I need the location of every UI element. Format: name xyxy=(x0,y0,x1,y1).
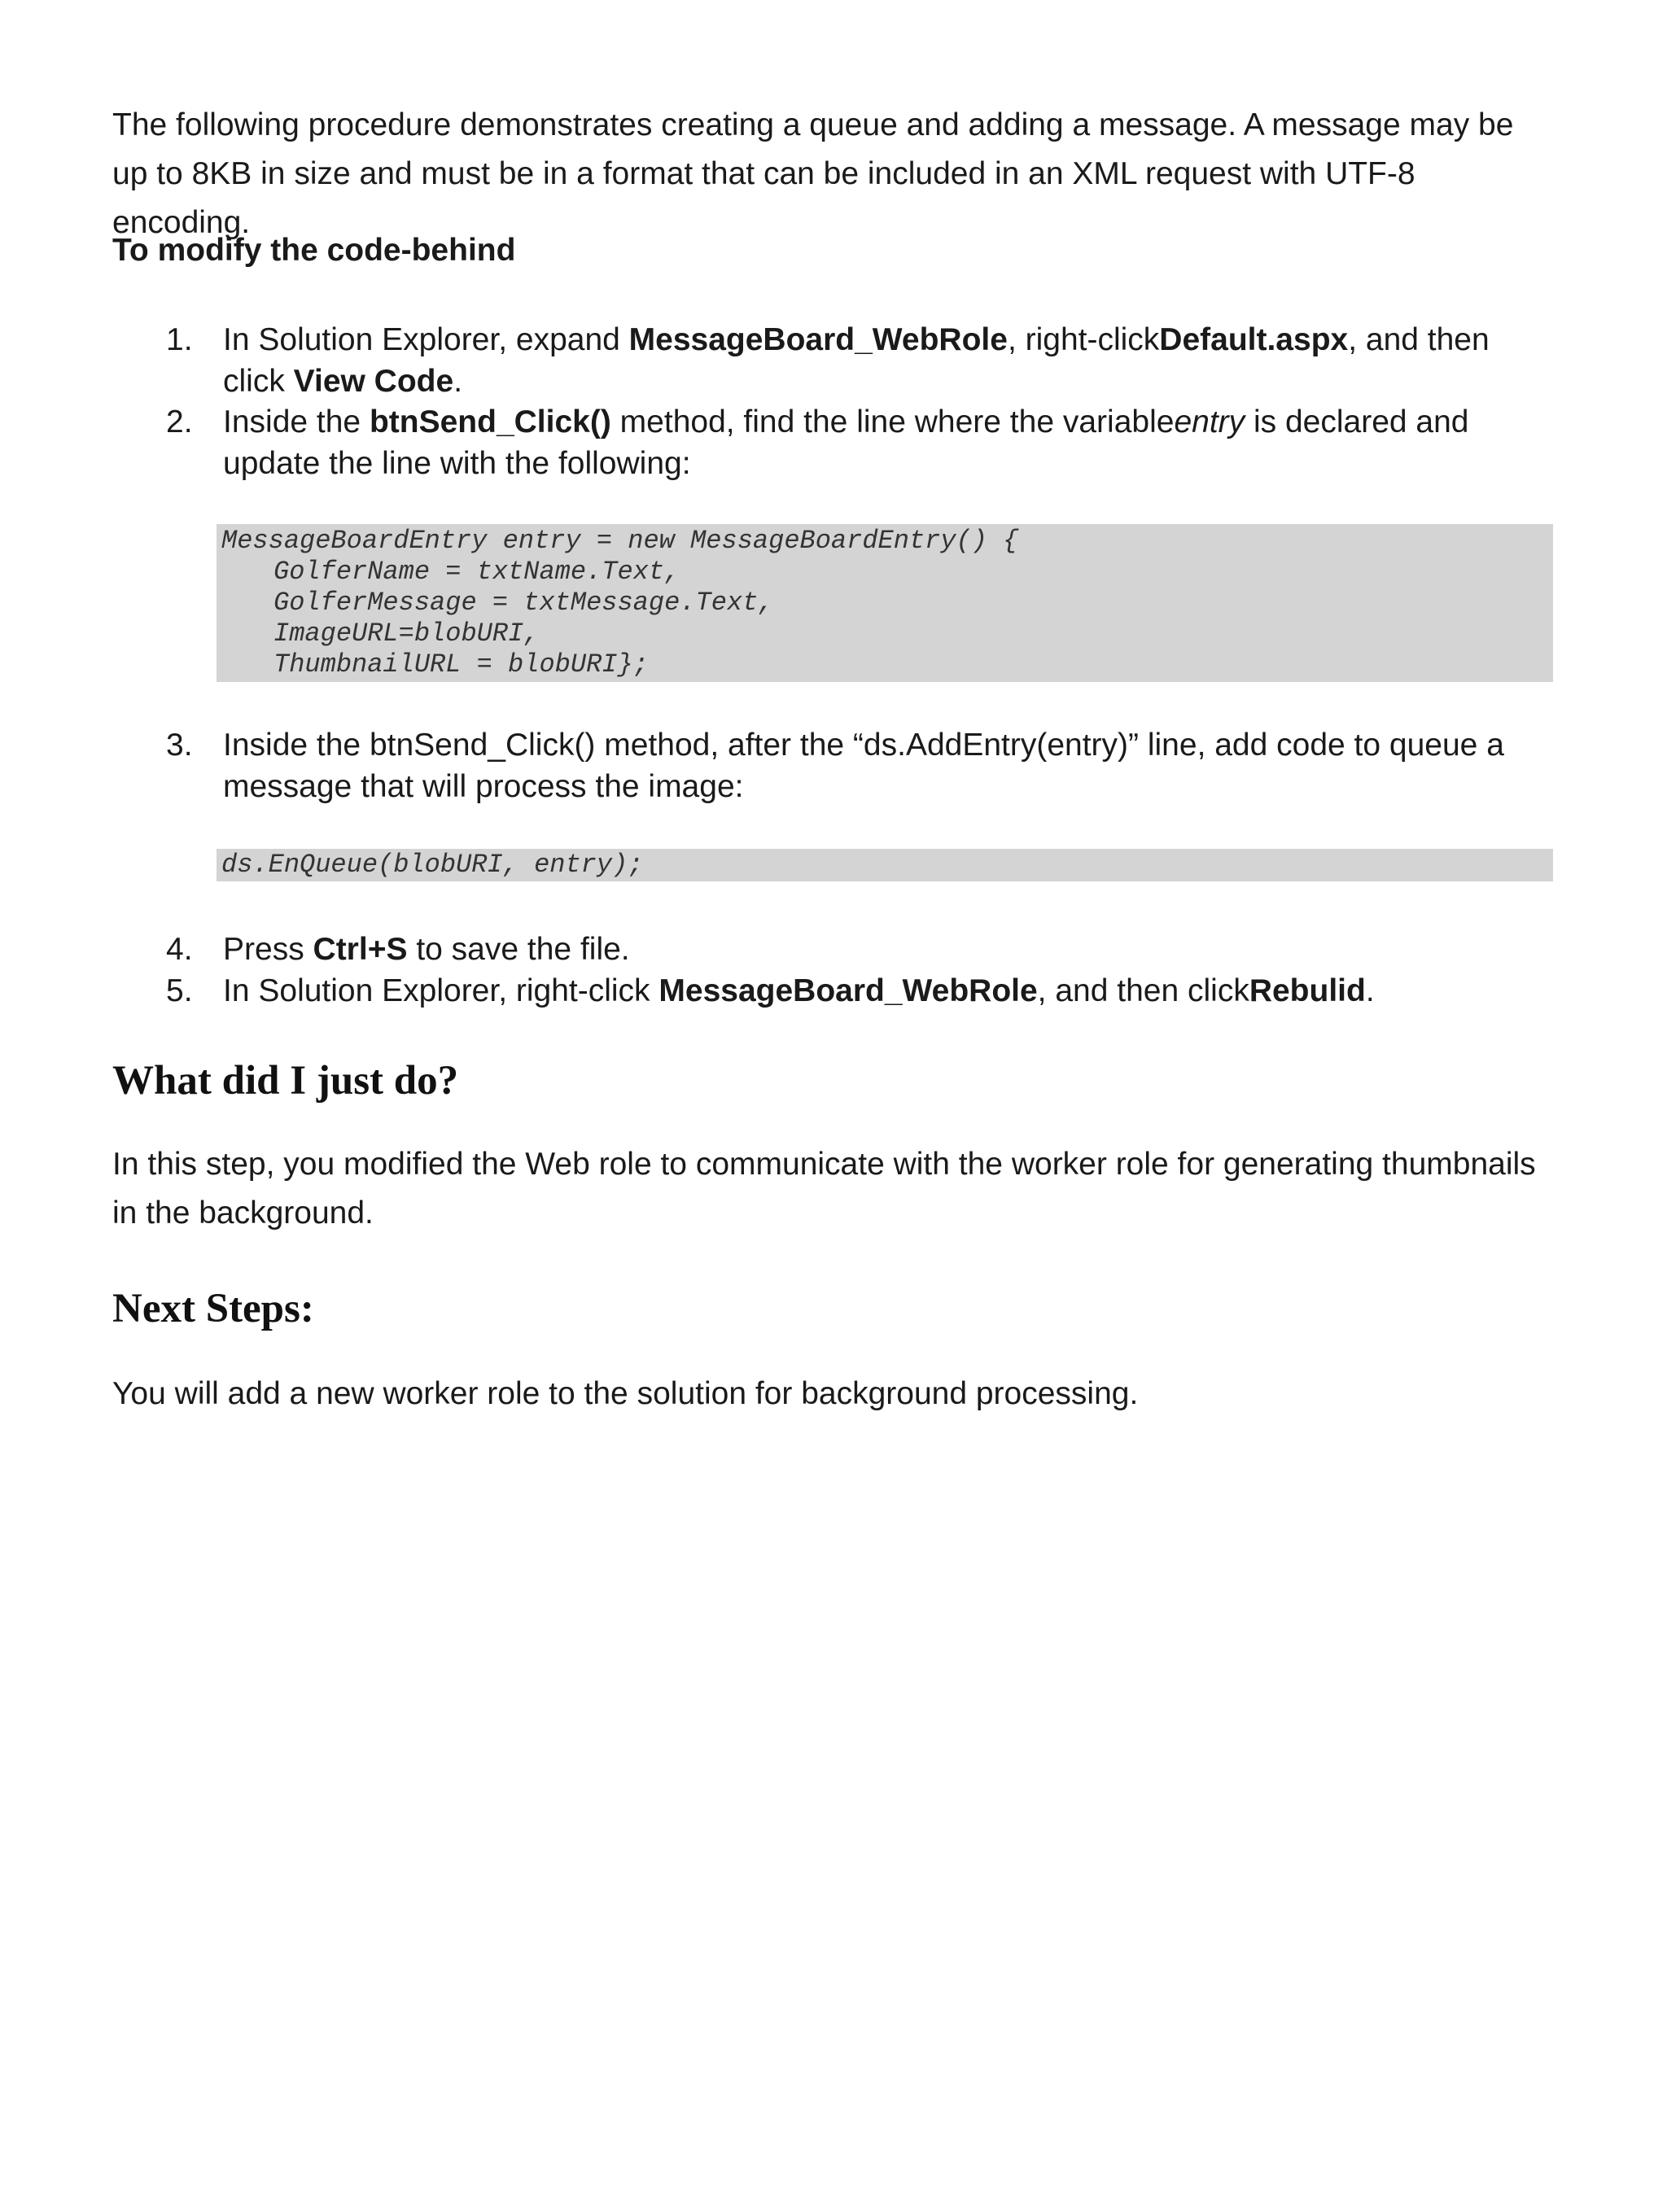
project-name: MessageBoard_WebRole xyxy=(658,973,1038,1008)
step-number: 4. xyxy=(166,932,193,967)
step-text: Inside the btnSend_Click() method, find the line where the variableentry is declared and update the line with the following: xyxy=(223,404,1469,481)
code-line: GolferName = txtName.Text, xyxy=(273,557,680,587)
code-line: GolferMessage = txtMessage.Text, xyxy=(273,588,774,618)
section-heading-what: What did I just do? xyxy=(112,1058,459,1104)
intro-paragraph: The following procedure demonstrates creating a queue and adding a message. A message may be up to 8KB in size and must be in a format that can be included in an XML request with UTF-8 encoding. xyxy=(112,107,1514,240)
code-block-enqueue xyxy=(217,849,1553,881)
step-number: 3. xyxy=(166,728,193,763)
step-number: 2. xyxy=(166,404,193,439)
step-text: Inside the btnSend_Click() method, after the “ds.AddEntry(entry)” line, add code to queue a message that will process the image: xyxy=(223,728,1504,804)
project-name: MessageBoard_WebRole xyxy=(628,322,1008,357)
step-number: 5. xyxy=(166,973,193,1008)
step-text: Press Ctrl+S to save the file. xyxy=(223,932,630,967)
code-line: ImageURL=blobURI, xyxy=(273,619,540,649)
code-line: MessageBoardEntry entry = new MessageBoardEntry() { xyxy=(221,526,1019,556)
menu-command: View Code xyxy=(293,364,454,399)
code-block-entry xyxy=(217,524,1553,682)
section-body-what: In this step, you modified the Web role to communicate with the worker role for generating thumbnails in the background. xyxy=(112,1147,1536,1231)
code-line: ThumbnailURL = blobURI}; xyxy=(273,649,649,680)
menu-command: Rebulid xyxy=(1249,973,1366,1008)
section-body-next: You will add a new worker role to the solution for background processing. xyxy=(112,1376,1139,1411)
step-number: 1. xyxy=(166,322,193,357)
step-text: In Solution Explorer, expand MessageBoard_WebRole, right-clickDefault.aspx, and then click View Code. xyxy=(223,322,1490,399)
shortcut-key: Ctrl+S xyxy=(313,932,408,967)
step-text: In Solution Explorer, right-click MessageBoard_WebRole, and then clickRebulid. xyxy=(223,973,1375,1008)
section-heading-next: Next Steps: xyxy=(112,1286,314,1331)
method-name: btnSend_Click() xyxy=(369,404,611,439)
variable-name: entry xyxy=(1174,404,1245,439)
procedure-heading: To modify the code-behind xyxy=(112,233,516,268)
file-name: Default.aspx xyxy=(1159,322,1349,357)
code-line: ds.EnQueue(blobURI, entry); xyxy=(221,850,644,880)
